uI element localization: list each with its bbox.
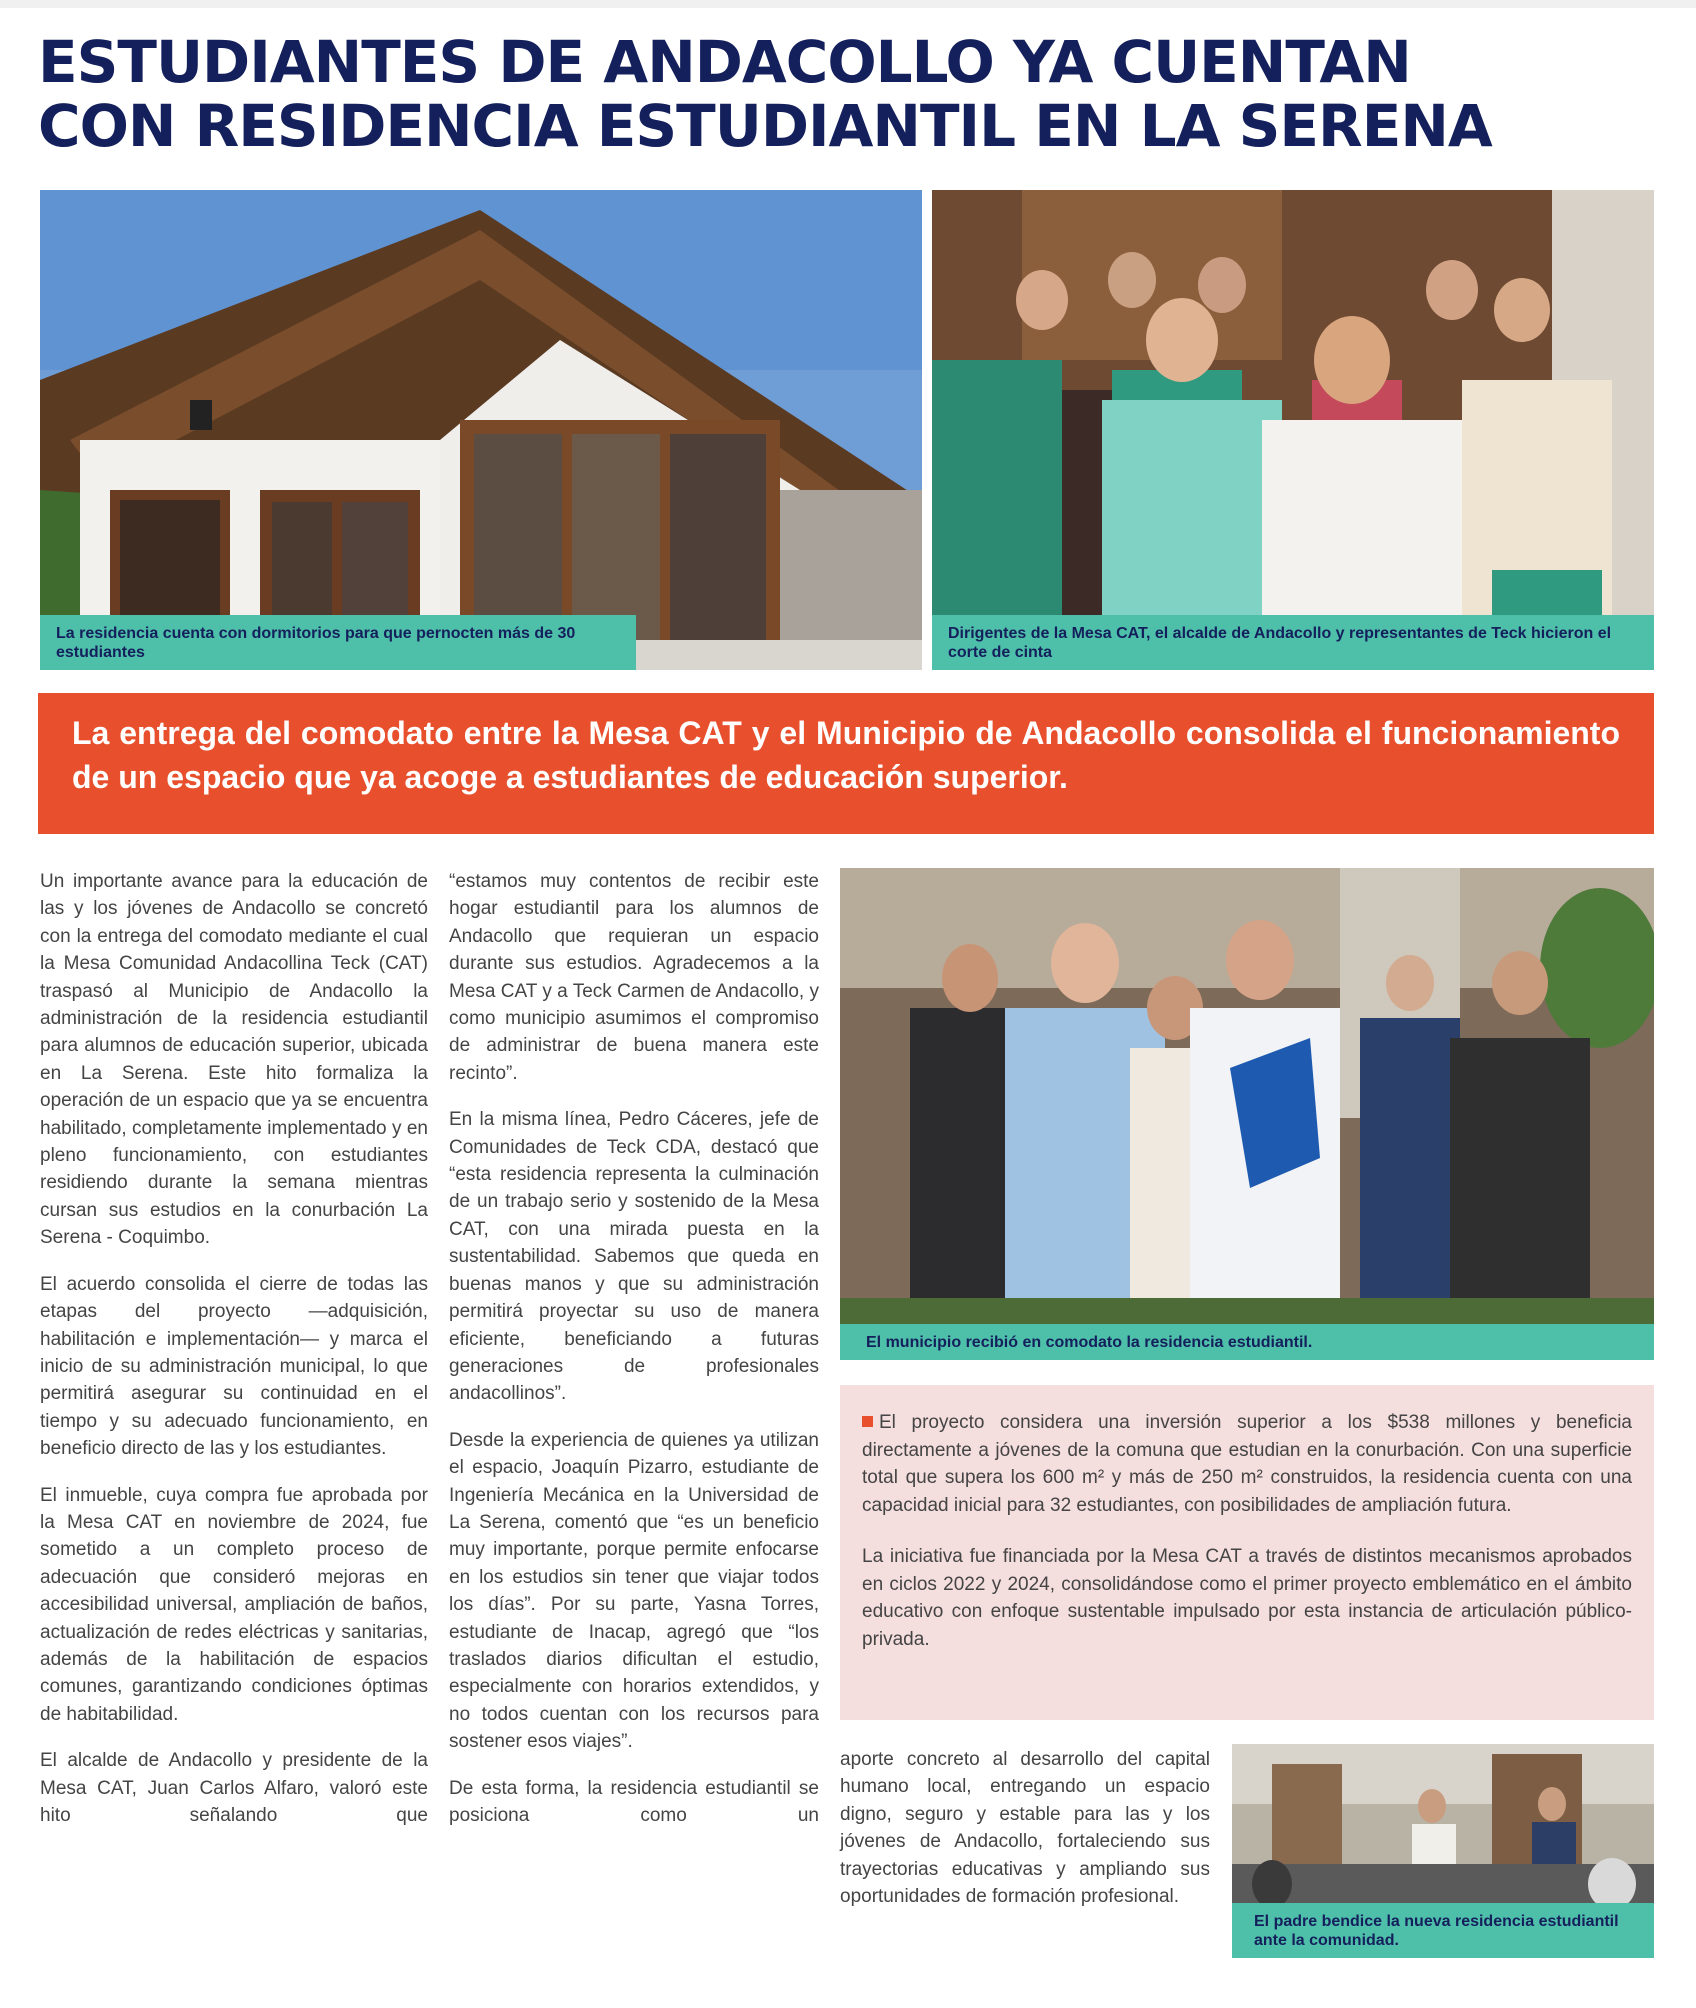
top-band <box>0 0 1696 8</box>
photo-blessing-caption: El padre bendice la nueva residencia estudiantil ante la comunidad. <box>1232 1903 1654 1958</box>
col1-paragraph-4: El alcalde de Andacollo y presidente de la Mesa CAT, Juan Carlos Alfaro, valoró este hito señalando que <box>40 1750 428 1826</box>
bullet-square-icon <box>862 1416 873 1427</box>
photo-house <box>40 190 922 670</box>
photo-handshake <box>840 868 1654 1360</box>
article-column-1 <box>40 868 428 1829</box>
photo-ribbon-cutting <box>932 190 1654 670</box>
subheadline-banner <box>38 693 1654 834</box>
col1-paragraph-2: El acuerdo consolida el cierre de todas las etapas del proyecto —adquisición, habilitación e implementación— y marca el inicio de su administración municipal, lo que permitirá asegurar su continuidad en el tiempo y su adecuado funcionamiento, en beneficio directo de las y los estudiantes. <box>40 1273 428 1460</box>
col3-paragraph-1: aporte concreto al desarrollo del capital humano local, entregando un espacio digno, seguro y estable para las y los jóvenes de Andacollo, fortaleciendo sus trayectorias educativas y ampliando sus oportunidades de formación profesional. <box>840 1749 1210 1908</box>
col2-paragraph-2: En la misma línea, Pedro Cáceres, jefe de Comunidades de Teck CDA, destacó que “esta residencia representa la culminación de un trabajo serio y sostenido de la Mesa CAT, con una mirada puesta en la sustentabilidad. Sabemos que queda en buenas manos y que su administración permitirá proyectar su uso de manera eficiente, beneficiando a futuras generaciones de profesionales andacollinos”. <box>449 1109 819 1405</box>
article-column-2 <box>449 868 819 1829</box>
headline-line-2: CON RESIDENCIA ESTUDIANTIL EN LA SERENA <box>38 92 1492 160</box>
article-column-3 <box>840 1746 1210 1910</box>
highlight-box <box>840 1385 1654 1720</box>
photo-house-caption: La residencia cuenta con dormitorios para que pernocten más de 30 estudiantes <box>40 615 636 670</box>
col2-paragraph-3: Desde la experiencia de quienes ya utilizan el espacio, Joaquín Pizarro, estudiante de Ingeniería Mecánica en la Universidad de La Serena, comentó que “es un beneficio muy importante, porque permite enfocarse en los estudios sin tener que viajar todos los días”. Por su parte, Yasna Torres, estudiante de Inacap, agregó que “los traslados diarios dificultan el estudio, especialmente con horarios extendidos, y no todos cuentan con los recursos para sostener esos viajes”. <box>449 1429 819 1753</box>
col1-paragraph-3: El inmueble, cuya compra fue aprobada por la Mesa CAT en noviembre de 2024, fue sometido a un completo proceso de adecuación que consideró mejoras en accesibilidad universal, ampliación de baños, actualización de redes eléctricas y sanitarias, además de la habilitación de espacios comunes, garantizando condiciones óptimas de habitabilidad. <box>40 1484 428 1725</box>
highlight-text-1: El proyecto considera una inversión superior a los $538 millones y beneficia directamente a jóvenes de la comuna que estudian en la conurbación. Con una superficie total que supera los 600 m² y más de 250 m² construidos, la residencia cuenta con una capacidad inicial para 32 estudiantes, con posibilidades de ampliación futura. <box>862 1412 1632 1516</box>
col2-paragraph-4: De esta forma, la residencia estudiantil se posiciona como un <box>449 1777 819 1826</box>
col1-paragraph-1: Un importante avance para la educación de las y los jóvenes de Andacollo se concretó con la entrega del comodato mediante el cual la Mesa Comunidad Andacollina Teck (CAT) traspasó al Municipio de Andacollo la administración de la residencia estudiantil para alumnos de educación superior, ubicada en La Serena. Este hito formaliza la operación de un espacio que ya se encuentra habilitado, completamente implementado y en pleno funcionamiento, con estudiantes residiendo durante la semana mientras cursan sus estudios en la conurbación La Serena - Coquimbo. <box>40 871 428 1249</box>
photo-handshake-caption: El municipio recibió en comodato la residencia estudiantil. <box>840 1324 1654 1360</box>
photo-ribbon-caption: Dirigentes de la Mesa CAT, el alcalde de Andacollo y representantes de Teck hicieron el corte de cinta <box>932 615 1654 670</box>
headline <box>38 30 1678 158</box>
photo-blessing <box>1232 1744 1654 1958</box>
headline-line-1: ESTUDIANTES DE ANDACOLLO YA CUENTAN <box>38 28 1411 96</box>
col2-paragraph-1: “estamos muy contentos de recibir este hogar estudiantil para los alumnos de Andacollo que requieran un espacio durante sus estudios. Agradecemos a la Mesa CAT y a Teck Carmen de Andacollo, y como municipio asumimos el compromiso de administrar de buena manera este recinto”. <box>449 871 819 1084</box>
highlight-paragraph-2: La iniciativa fue financiada por la Mesa CAT a través de distintos mecanismos aprobados en ciclos 2022 y 2024, consolidándose como el primer proyecto emblemático en el ámbito educativo con enfoque sustentable impulsado por esta instancia de articulación público-privada. <box>862 1546 1632 1650</box>
highlight-paragraph-1 <box>862 1409 1632 1519</box>
subheadline-text: La entrega del comodato entre la Mesa CAT y el Municipio de Andacollo consolida el funcionamiento de un espacio que ya acoge a estudiantes de educación superior. <box>72 715 1620 795</box>
